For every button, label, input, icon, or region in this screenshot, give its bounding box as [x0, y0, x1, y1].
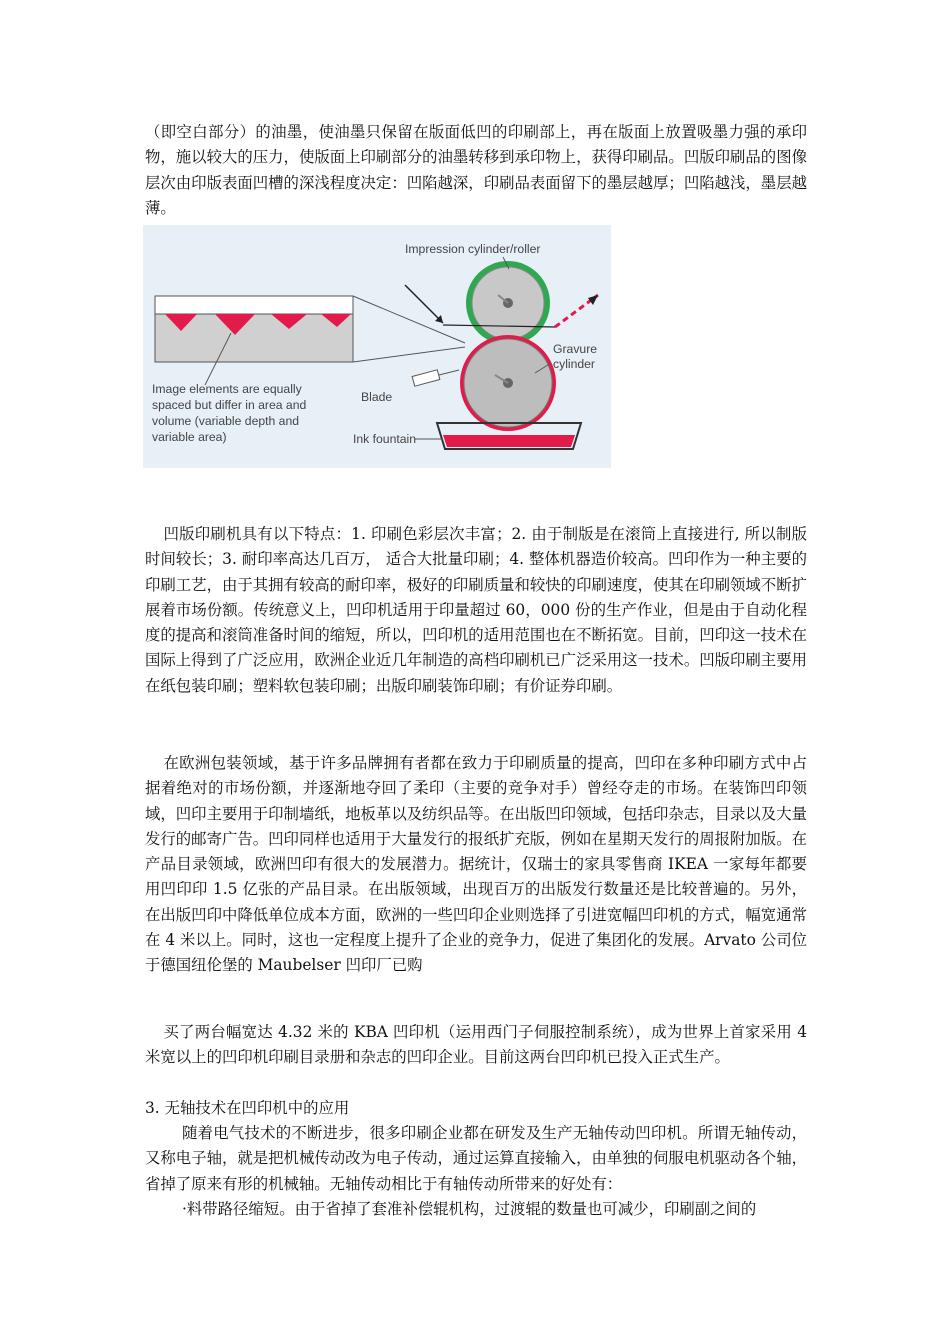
gravure-cylinder	[460, 335, 556, 431]
paragraph-intro: （即空白部分）的油墨，使油墨只保留在版面低凹的印刷部上，再在版面上放置吸墨力强的承印物，施以较大的压力，使版面上印刷部分的油墨转移到承印物上，获得印刷品。凹版印刷品的图像层次由印版表面凹槽的深浅程度决定：凹陷越深，印刷品表面留下的墨层越厚；凹陷越浅，墨层越薄。	[145, 123, 807, 217]
label-gravure-2: cylinder	[553, 357, 595, 371]
impression-cylinder	[466, 261, 550, 345]
label-blade: Blade	[361, 390, 393, 404]
label-elements-2: spaced but differ in area and	[152, 398, 307, 412]
label-elements-3: volume (variable depth and	[152, 414, 300, 428]
paragraph-web-path: ·料带路径缩短。由于省掉了套准补偿辊机构，过渡辊的数量也可减少，印刷副之间的	[181, 1200, 757, 1218]
paragraph-kba: 买了两台幅宽达 4.32 米的 KBA 凹印机（运用西门子伺服控制系统），成为世界上首家采用 4 米宽以上的凹印机印刷目录册和杂志的凹印企业。目前这两台凹印机已投入正式生产。	[145, 1023, 807, 1067]
section-heading-3: 3. 无轴技术在凹印机中的应用	[145, 1099, 350, 1117]
label-gravure-1: Gravure	[553, 342, 598, 356]
paragraph-shaftless: 随着电气技术的不断进步，很多印刷企业都在研发及生产无轴传动凹印机。所谓无轴传动，又称电子轴，就是把机械传动改为电子传动，通过运算直接输入，由单独的伺服电机驱动各个轴，省掉了原来有形的机械轴。无轴传动相比于有轴传动所带来的好处有：	[145, 1124, 807, 1193]
label-ink-fountain: Ink fountain	[353, 432, 417, 446]
paragraph-features: 凹版印刷机具有以下特点：1. 印刷色彩层次丰富；2. 由于制版是在滚筒上直接进行, 所以制版时间较长；3. 耐印率高达几百万， 适合大批量印刷；4. 整体机器造价较高。凹印作为一种主要的印刷工艺，由于其拥有较高的耐印率，极好的印刷质量和较快的印刷速度，使其在印刷领域不断扩展着市场份额。传统意义上，凹印机适用于印量超过 60，000 份的生产作业，但是由于自动化程度的提高和滚筒准备时间的缩短，所以，凹印机的适用范围也在不断拓宽。目前，凹印这一技术在国际上得到了广泛应用，欧洲企业近几年制造的高档印刷机已广泛采用这一技术。凹版印刷主要用在纸包装印刷；塑料软包装印刷；出版印刷装饰印刷；有价证券印刷。	[145, 525, 807, 695]
label-elements-4: variable area)	[152, 430, 227, 444]
paragraph-europe: 在欧洲包装领域，基于许多品牌拥有者都在致力于印刷质量的提高，凹印在多种印刷方式中占据着绝对的市场份额，并逐渐地夺回了柔印（主要的竞争对手）曾经夺走的市场。在装饰凹印领域，凹印主要用于印制墙纸，地板革以及纺织品等。在出版凹印领域，包括印杂志，目录以及大量发行的邮寄广告。凹印同样也适用于大量发行的报纸扩充版，例如在星期天发行的周报附加版。在产品目录领域，欧洲凹印有很大的发展潜力。据统计，仅瑞士的家具零售商 IKEA 一家每年都要用凹印印 1.5 亿张的产品目录。在出版领域，出现百万的出版发行数量还是比较普遍的。另外，在出版凹印中降低单位成本方面，欧洲的一些凹印企业则选择了引进宽幅凹印机的方式，幅宽通常在 4 米以上。同时，这也一定程度上提升了企业的竞争力，促进了集团化的发展。Arvato 公司位于德国纽伦堡的 Maubelser 凹印厂已购	[145, 754, 807, 975]
gravure-printing-diagram	[143, 225, 611, 468]
label-elements-1: Image elements are equally	[152, 382, 302, 396]
label-impression: Impression cylinder/roller	[405, 242, 541, 256]
